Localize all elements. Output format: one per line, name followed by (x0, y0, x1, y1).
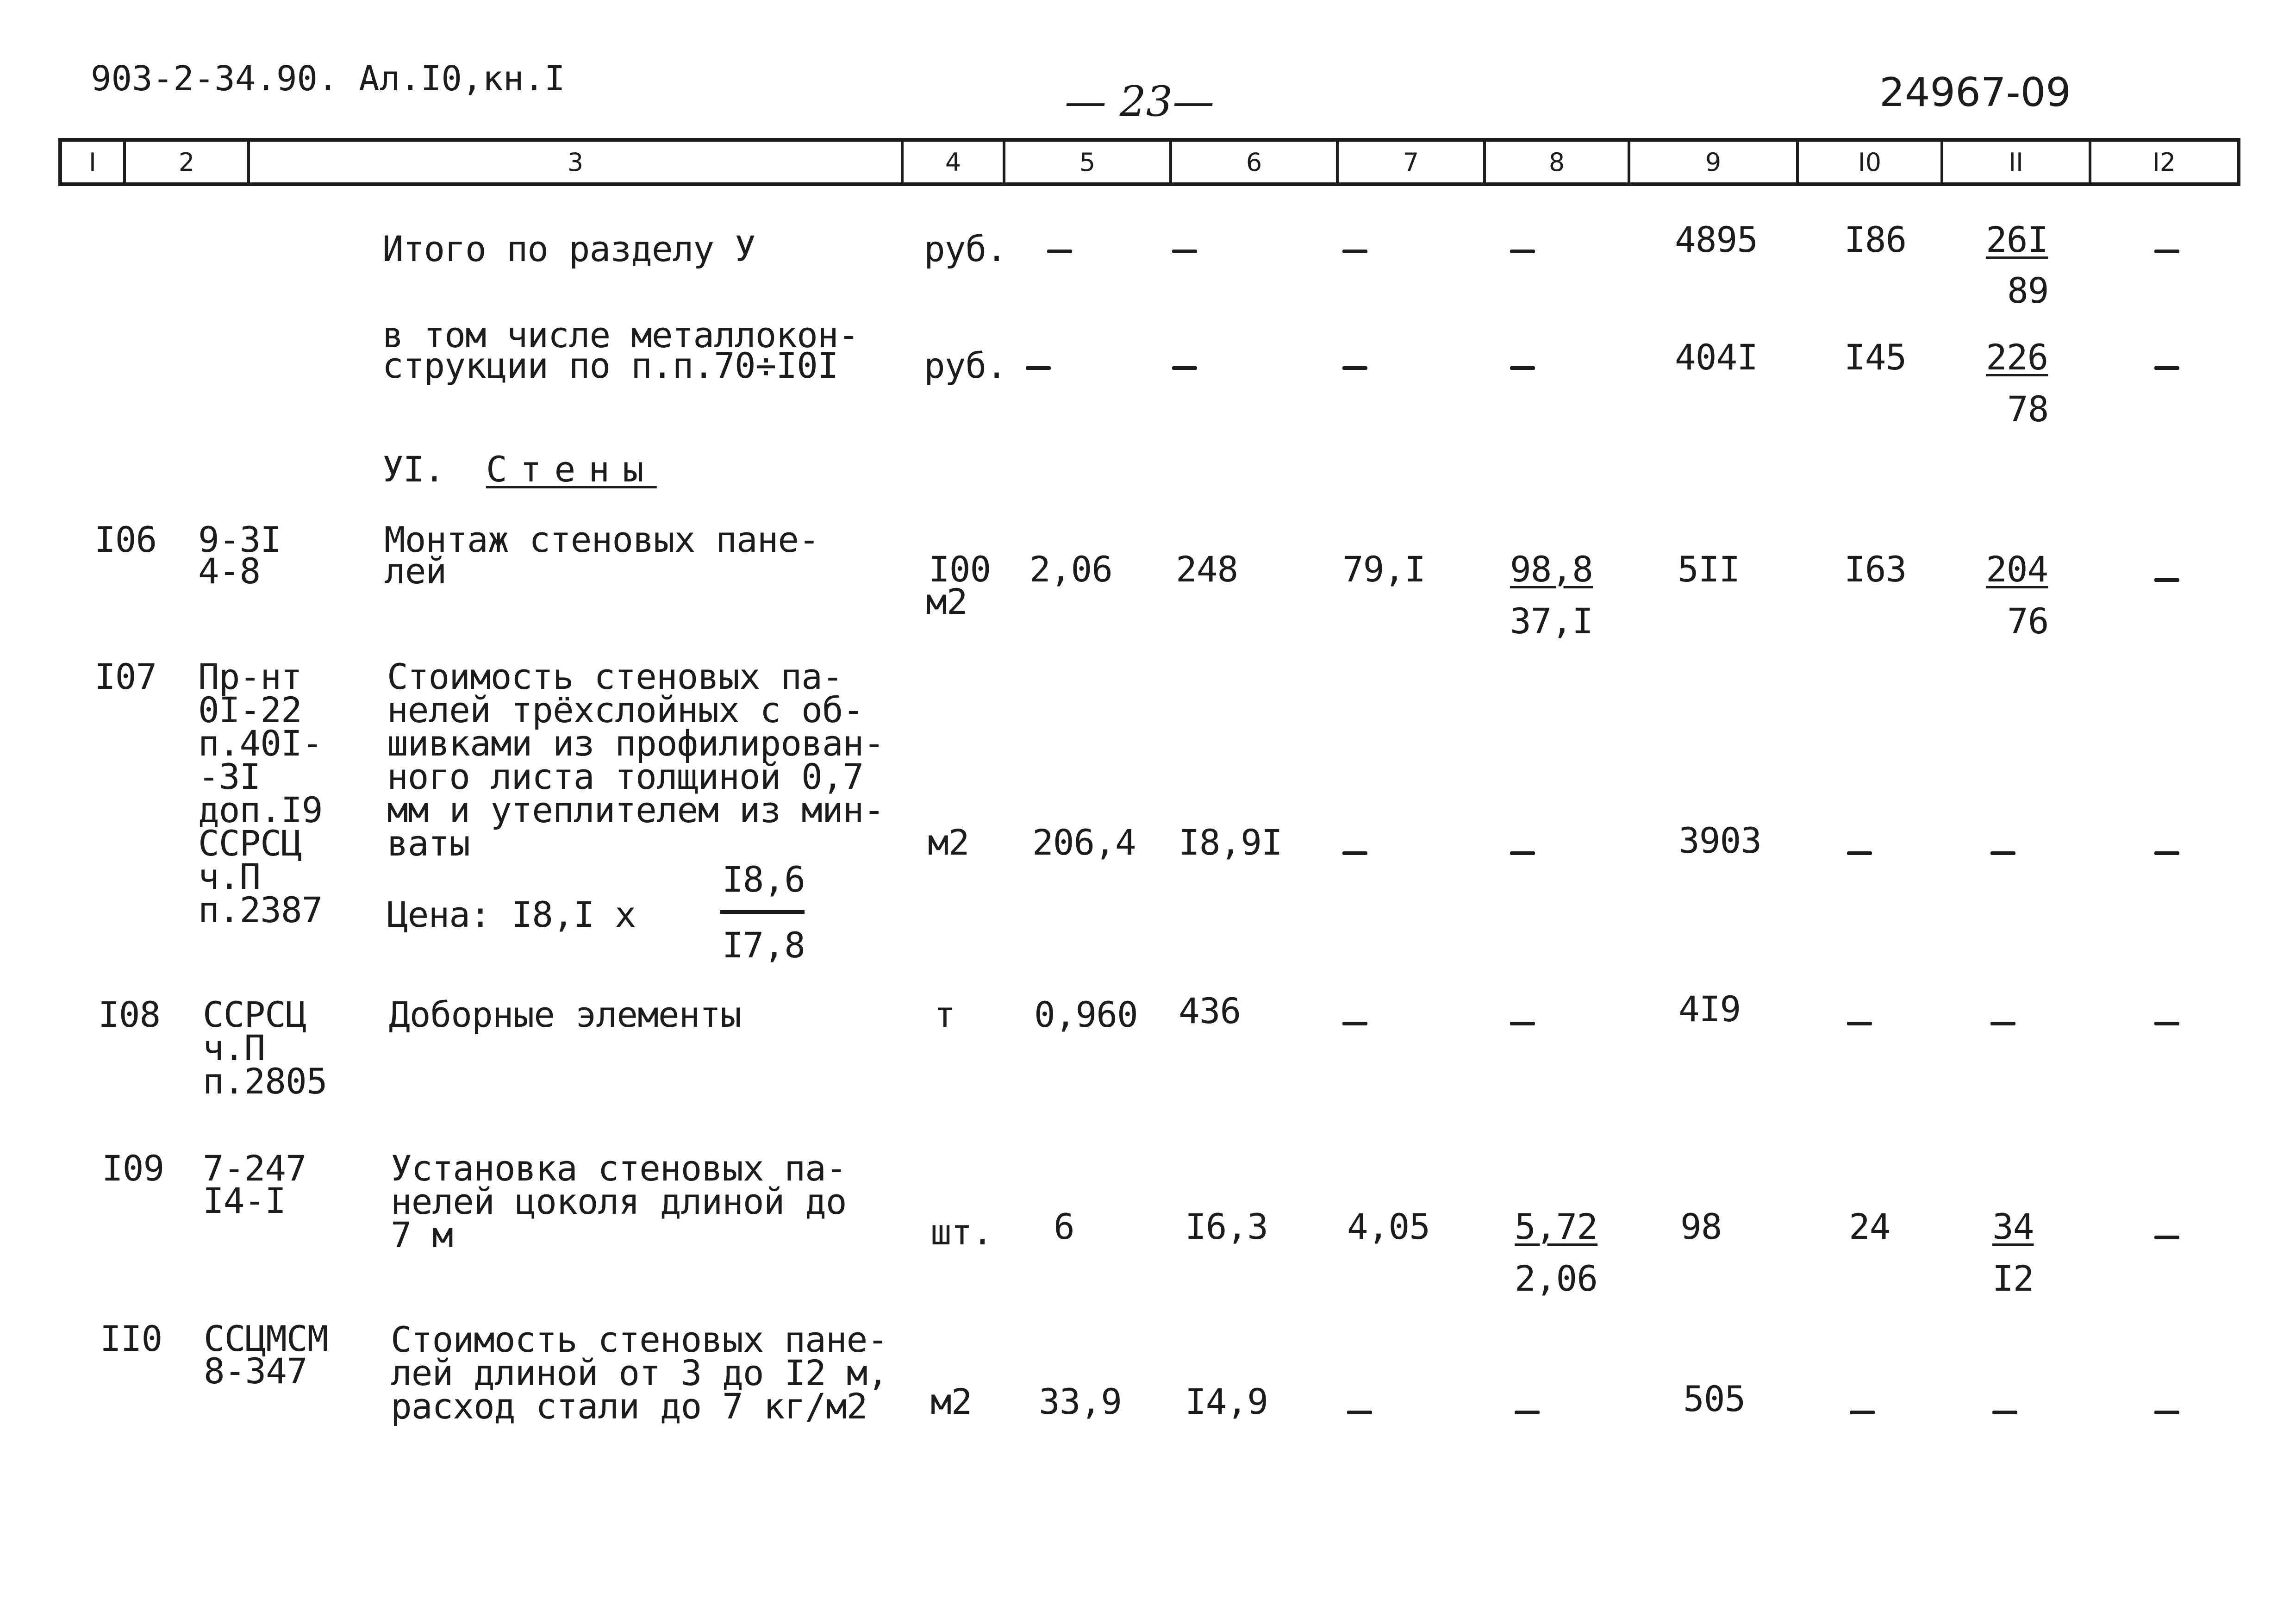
empty-cell (1990, 830, 2015, 871)
empty-cell (1172, 345, 1197, 386)
cell-col10: I63 (1844, 549, 1907, 590)
cell-col11 (1990, 833, 2015, 868)
row-number: I08 (98, 994, 161, 1035)
cell-col11-bottom: 89 (2007, 270, 2049, 311)
cell-col10: I45 (1844, 337, 1907, 378)
empty-cell (1342, 228, 1367, 269)
unit-line: шт. (930, 1212, 993, 1253)
cell-col11 (1990, 1004, 2015, 1039)
empty-cell (1026, 345, 1051, 386)
description-line: Стоимость стеновых па- (387, 656, 843, 697)
description-line: нелей цоколя длиной до (391, 1181, 847, 1222)
row-number: I07 (94, 656, 157, 697)
unit-line: м2 (928, 822, 969, 863)
empty-cell (2154, 228, 2179, 269)
cell-col8-bottom: 2,06 (1515, 1258, 1598, 1299)
cell-col9: 3903 (1678, 820, 1762, 861)
cell-col12 (2154, 1004, 2179, 1039)
page-number: — 23— (1065, 77, 1215, 126)
cell-col8-top: 5,72 (1515, 1206, 1598, 1247)
norm-code-line: п.2805 (203, 1061, 327, 1102)
column-number-bar (58, 138, 2240, 186)
cell-col6 (1172, 348, 1197, 383)
quantity: 0,960 (1034, 994, 1138, 1035)
column-number: 2 (126, 142, 250, 182)
price-note: Цена: I8,I х (387, 894, 636, 935)
norm-code-line: I4-I (203, 1180, 286, 1221)
norm-code-line: п.40I- (198, 723, 323, 764)
unit-line: м2 (930, 1381, 972, 1422)
totals-unit: руб. (924, 345, 1007, 386)
cell-col9: 4I9 (1678, 988, 1741, 1030)
column-number: 6 (1172, 142, 1339, 182)
norm-code-line: -3I (198, 756, 261, 797)
unit-line: т (934, 994, 955, 1035)
norm-code-line: ССРСЦ (198, 823, 302, 864)
price-fraction-denominator: I7,8 (722, 924, 805, 966)
unit-price: I6,3 (1185, 1206, 1268, 1247)
cell-col12 (2154, 1218, 2179, 1253)
norm-code-line: п.2387 (198, 889, 323, 931)
cell-col11-top: 204 (1986, 549, 2048, 590)
cell-col7 (1342, 833, 1367, 868)
cell-col8 (1510, 348, 1535, 383)
column-number: 7 (1339, 142, 1486, 182)
description-line: расход стали до 7 кг/м2 (391, 1386, 867, 1427)
cell-col11-bottom: 76 (2007, 600, 2049, 642)
norm-code-line: 9-3I (198, 519, 281, 560)
cell-col11-top: 34 (1992, 1206, 2034, 1247)
cell-col5 (1047, 231, 1072, 267)
quantity: 206,4 (1032, 822, 1136, 863)
unit-price: 436 (1179, 990, 1241, 1031)
cell-col11-top: 226 (1986, 337, 2048, 378)
description-line: нелей трёхслойных с об- (387, 689, 864, 731)
cell-col10 (1847, 1004, 1872, 1039)
cell-col8 (1515, 1393, 1540, 1428)
section-title: Стены (486, 449, 657, 490)
column-number: 9 (1630, 142, 1799, 182)
totals-description-line: струкции по п.п.70÷I0I (382, 345, 838, 386)
cell-col8-top: 98,8 (1510, 549, 1593, 590)
empty-cell (1510, 1000, 1535, 1042)
cell-col8-bottom: 37,I (1510, 600, 1593, 642)
cell-col11-bottom: 78 (2007, 388, 2049, 430)
empty-cell (2154, 1000, 2179, 1042)
totals-description: Итого по разделу У (382, 228, 755, 269)
empty-cell (1510, 228, 1535, 269)
empty-cell (1342, 830, 1367, 871)
description-line: Доборные элементы (389, 994, 741, 1035)
cell-col7: 79,I (1342, 549, 1426, 590)
empty-cell (1510, 830, 1535, 871)
cell-col8 (1510, 231, 1535, 267)
norm-code-line: ч.П (198, 856, 261, 897)
empty-cell (1992, 1389, 2017, 1430)
empty-cell (1990, 1000, 2015, 1042)
row-number: II0 (100, 1318, 162, 1359)
cell-col9: 5II (1678, 549, 1740, 590)
empty-cell (1847, 1000, 1872, 1042)
norm-code-line: 0I-22 (198, 689, 302, 731)
empty-cell (1342, 1000, 1367, 1042)
unit-line: I00 (929, 549, 991, 590)
norm-code-line: ССРСЦ (203, 994, 306, 1035)
empty-cell (1847, 830, 1872, 871)
cell-col6 (1172, 231, 1197, 267)
cell-col10 (1847, 833, 1872, 868)
cell-col12 (2154, 1393, 2179, 1428)
empty-cell (1850, 1389, 1875, 1430)
cell-col7 (1342, 348, 1367, 383)
cell-col8 (1510, 833, 1535, 868)
description-line: Монтаж стеновых пане- (384, 519, 819, 560)
norm-code-line: 8-347 (204, 1350, 307, 1392)
row-number: I09 (102, 1148, 164, 1189)
description-line: шивками из профилирован- (387, 723, 885, 764)
cell-col12 (2154, 231, 2179, 267)
cell-col10: 24 (1849, 1206, 1890, 1247)
quantity: 6 (1054, 1206, 1074, 1247)
empty-cell (2154, 830, 2179, 871)
totals-unit: руб. (924, 228, 1007, 269)
cell-col5 (1026, 348, 1051, 383)
unit-price: I4,9 (1185, 1381, 1268, 1422)
norm-code-line: доп.I9 (198, 789, 323, 831)
totals-description-line: в том числе металлокон- (382, 314, 859, 356)
cell-col12 (2154, 560, 2179, 595)
unit-line: м2 (926, 581, 967, 622)
cell-col10 (1850, 1393, 1875, 1428)
quantity: 33,9 (1039, 1381, 1122, 1422)
norm-code-line: 4-8 (198, 550, 261, 592)
description-line: лей (384, 550, 447, 592)
column-number: I (62, 142, 126, 182)
cell-col8 (1510, 1004, 1535, 1039)
empty-cell (1342, 345, 1367, 386)
cell-col10: I86 (1844, 219, 1907, 260)
cell-col12 (2154, 833, 2179, 868)
norm-code-line: Пр-нт (198, 656, 302, 697)
cell-col9: 4895 (1675, 219, 1758, 260)
description-line: ваты (387, 823, 470, 864)
empty-cell (2154, 1389, 2179, 1430)
norm-code-line: ССЦМСМ (204, 1318, 328, 1359)
description-line: мм и утеплителем из мин- (387, 789, 885, 831)
empty-cell (1047, 228, 1072, 269)
empty-cell (1510, 345, 1535, 386)
description-line: 7 м (391, 1214, 453, 1255)
quantity: 2,06 (1029, 549, 1113, 590)
empty-cell (2154, 557, 2179, 598)
empty-cell (1515, 1389, 1540, 1430)
column-number: 8 (1486, 142, 1630, 182)
document-code: 24967-09 (1879, 69, 2071, 116)
cell-col9: 505 (1683, 1378, 1746, 1419)
column-number: I2 (2152, 147, 2176, 177)
empty-cell (2154, 345, 2179, 386)
cell-col11 (1992, 1393, 2017, 1428)
norm-code-line: 7-247 (203, 1148, 306, 1189)
document-reference: 903-2-34.90. Ал.I0,кн.I (91, 59, 565, 99)
description-line: ного листа толщиной 0,7 (387, 756, 864, 797)
column-number: 4 (904, 142, 1005, 182)
unit-price: I8,9I (1179, 822, 1282, 863)
empty-cell (1172, 228, 1197, 269)
cell-col12 (2154, 348, 2179, 383)
cell-col11-bottom: I2 (1992, 1258, 2034, 1299)
empty-cell (1347, 1389, 1372, 1430)
column-number: 5 (1005, 142, 1172, 182)
column-number: 3 (250, 142, 904, 182)
empty-cell (2154, 1214, 2179, 1255)
fraction-line (720, 910, 805, 914)
unit-price: 248 (1176, 549, 1238, 590)
cell-col7 (1342, 1004, 1367, 1039)
section-number: УI. (382, 449, 445, 490)
row-number: I06 (94, 519, 157, 560)
cell-col9: 98 (1680, 1206, 1722, 1247)
description-line: Стоимость стеновых пане- (391, 1319, 888, 1360)
norm-code-line: ч.П (203, 1027, 265, 1068)
column-number: II (1943, 142, 2091, 182)
cell-col11-top: 26I (1986, 219, 2048, 260)
cell-col7 (1347, 1393, 1372, 1428)
cell-col7: 4,05 (1347, 1206, 1430, 1247)
cell-col7 (1342, 231, 1367, 267)
description-line: лей длиной от 3 до I2 м, (391, 1352, 888, 1393)
cell-col9: 404I (1675, 337, 1758, 378)
price-fraction-numerator: I8,6 (722, 859, 805, 900)
column-number: I0 (1799, 142, 1943, 182)
description-line: Установка стеновых па- (391, 1148, 847, 1189)
